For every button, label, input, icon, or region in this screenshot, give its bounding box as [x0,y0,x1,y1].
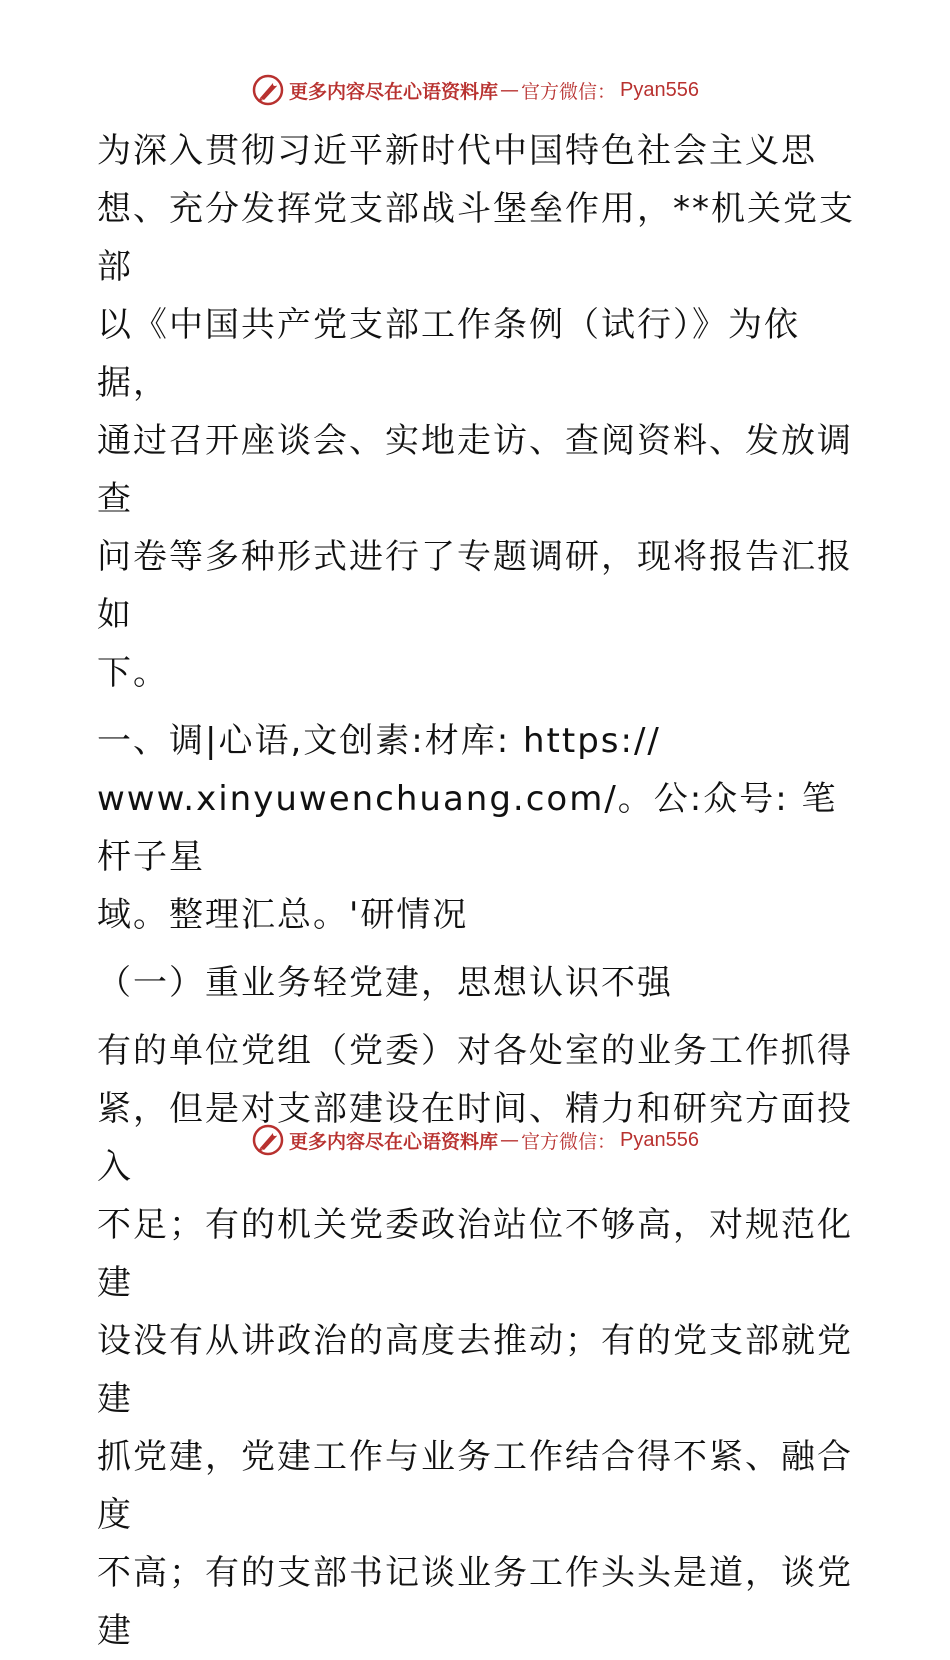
text-line: 想、充分发挥党支部战斗堡垒作用，**机关党支部 [97,189,855,287]
text-line: www.xinyuwenchuang.com/。公:众号: 笔杆子星 [97,779,838,877]
banner-official-label: 官方微信： [521,80,617,103]
text-line: 下。 [97,653,169,693]
text-line: 为深入贯彻习近平新时代中国特色社会主义思 [97,131,817,171]
text-line: 有的单位党组（党委）对各处室的业务工作抓得 [97,1031,853,1071]
banner-separator: — [500,1129,520,1151]
body-paragraph [97,1022,857,1660]
subsection-title: （一）重业务轻党建，思想认识不强 [97,963,673,1003]
text-line: 问卷等多种形式进行了专题调研，现将报告汇报如 [97,537,853,635]
header-banner [0,70,950,110]
banner-wechat-id: Pyan556 [620,78,699,101]
banner-wechat-id: Pyan556 [620,1128,699,1151]
banner-brand: 更多内容尽在心语资料库 [289,1130,499,1153]
text-line: 通过召开座谈会、实地走访、查阅资料、发放调查 [97,421,853,519]
section-heading [97,712,857,944]
banner-official-label: 官方微信： [521,1130,617,1153]
footer-banner [0,1120,950,1160]
text-line: 以《中国共产党支部工作条例（试行）》为依据， [97,305,800,403]
pen-logo-icon [251,1123,285,1157]
banner-separator: — [500,79,520,101]
text-line: 抓党建，党建工作与业务工作结合得不紧、融合度 [97,1437,853,1535]
intro-paragraph [97,122,857,702]
document-body [97,122,857,1660]
text-line: 设没有从讲政治的高度去推动；有的党支部就党建 [97,1321,853,1419]
banner-brand: 更多内容尽在心语资料库 [289,80,499,103]
pen-logo-icon [251,73,285,107]
text-line: 不足；有的机关党委政治站位不够高，对规范化建 [97,1205,853,1303]
text-line: 紧，但是对支部建设在时间、精力和研究方面投入 [97,1089,853,1187]
text-line: 域。整理汇总。'研情况 [97,895,469,935]
text-line: 一、调|心语,文创素:材库: https:// [97,721,661,761]
text-line: 不高；有的支部书记谈业务工作头头是道，谈党建 [97,1553,853,1651]
